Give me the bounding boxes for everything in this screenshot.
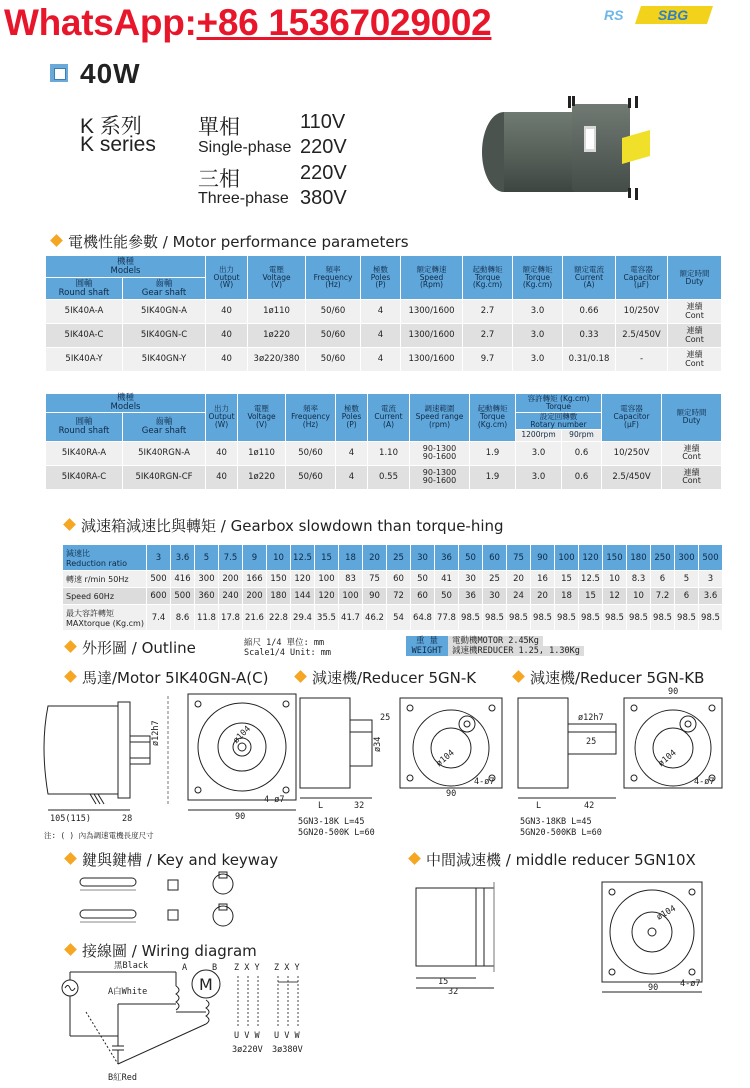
wire-a: A <box>182 963 188 973</box>
wiring-220v: 3ø220V <box>232 1045 263 1055</box>
ratio-row-value: 75 <box>507 545 531 571</box>
perf-cell: 5IK40RA-C <box>46 465 123 489</box>
torque-row-value: 29.4 <box>291 605 315 631</box>
perf-cell: 1300/1600 <box>401 348 463 372</box>
t1-h-freq: 頻率 Frequency (Hz) <box>306 256 361 300</box>
perf-cell: 40 <box>206 441 238 465</box>
dim-42-kb: 42 <box>584 801 595 811</box>
perf-cell: 連續 Cont <box>668 300 722 324</box>
whatsapp-number[interactable]: +86 15367029002 <box>196 2 492 43</box>
speed50-row-value: 60 <box>387 571 411 588</box>
perf-title: 電機性能參數 / Motor performance parameters <box>52 231 409 252</box>
torque-row-value: 35.5 <box>315 605 339 631</box>
single-phase-cn: 單相 <box>198 116 240 139</box>
t2-h-start-torque: 起動轉矩 Torque (Kg.cm) <box>470 394 516 442</box>
torque-row-value: 98.5 <box>483 605 507 631</box>
brand-logo-text: SBG <box>657 7 689 23</box>
perf-cell: 1.9 <box>470 465 516 489</box>
perf-cell: 1ø220 <box>238 465 286 489</box>
perf-row <box>46 324 722 348</box>
wiring-380v: 3ø380V <box>272 1045 303 1055</box>
torque-row-value: 54 <box>387 605 411 631</box>
dim-4-7-k: 4-ø7 <box>474 777 495 787</box>
perf-cell: 1ø110 <box>238 441 286 465</box>
dim-L-kb: L <box>536 801 542 811</box>
perf-row <box>46 465 722 489</box>
series-en: K series <box>80 133 156 156</box>
t2-h-rpm90: 90rpm <box>562 429 602 441</box>
reducer-k-drawing <box>292 684 512 814</box>
key-drawing <box>68 868 268 934</box>
speed60-row-value: 20 <box>531 588 555 605</box>
t1-h-speed: 額定轉速 Speed (Rpm) <box>401 256 463 300</box>
middle-reducer-title: 中間減速機 / middle reducer 5GN10X <box>410 849 696 870</box>
weight-motor: 電動機MOTOR 2.45Kg <box>448 636 543 646</box>
middle-reducer-drawing <box>408 874 728 998</box>
speed60-row-value: 24 <box>507 588 531 605</box>
single-voltage-2: 220V <box>300 136 347 158</box>
perf-row <box>46 348 722 372</box>
speed60-row-value: 18 <box>555 588 579 605</box>
ratio-row-value: 30 <box>411 545 435 571</box>
dim-90-motor: 90 <box>235 812 246 822</box>
brand-logo-icon <box>635 4 715 26</box>
scale-note-cn: 縮尺 1/4 單位: mm <box>244 638 325 648</box>
torque-row-value: 98.5 <box>579 605 603 631</box>
motor-note: 注: ( ) 內為調速電機長度尺寸 <box>44 831 154 840</box>
torque-row-value: 22.8 <box>267 605 291 631</box>
single-voltage-1: 110V <box>300 111 346 133</box>
torque-row-value: 98.5 <box>531 605 555 631</box>
speed50-row-value: 300 <box>195 571 219 588</box>
perf-cell: 5IK40RA-A <box>46 441 123 465</box>
perf-cell: 5IK40A-Y <box>46 348 123 372</box>
motor-outline-drawing <box>38 686 298 836</box>
t1-h-capacitor: 電容器 Capacitor (μF) <box>616 256 668 300</box>
speed50-row-value: 16 <box>531 571 555 588</box>
ratio-row-value: 20 <box>363 545 387 571</box>
motor-symbol: M <box>199 975 213 994</box>
speed50-row-value: 41 <box>435 571 459 588</box>
perf-cell: 3.0 <box>513 300 563 324</box>
motor-outline-title: 馬達/Motor 5IK40GN-A(C) <box>66 667 268 688</box>
t2-h-set-speed: 設定回轉數 Rotary number <box>516 412 602 429</box>
speed60-row-value: 7.2 <box>651 588 675 605</box>
dim-12-motor: ø12h7 <box>151 720 161 746</box>
torque-row-value: 98.5 <box>651 605 675 631</box>
perf-cell: 4 <box>361 348 401 372</box>
ratio-row <box>63 545 723 571</box>
perf-cell: 4 <box>336 441 368 465</box>
perf-cell: 90-1300 90-1600 <box>410 465 470 489</box>
speed50-row-value: 30 <box>459 571 483 588</box>
dim-25-kb: 25 <box>586 737 597 747</box>
perf-cell: 0.6 <box>562 441 602 465</box>
ratio-row-value: 60 <box>483 545 507 571</box>
speed60-row-value: 50 <box>435 588 459 605</box>
speed50-row <box>63 571 723 588</box>
speed50-row-value: 100 <box>315 571 339 588</box>
perf-cell: 3.0 <box>513 348 563 372</box>
perf-cell: 0.66 <box>563 300 616 324</box>
t2-h-poles: 極數 Poles (P) <box>336 394 368 442</box>
speed50-row-value: 12.5 <box>579 571 603 588</box>
perf-cell: 40 <box>206 465 238 489</box>
t1-h-rated-torque: 額定轉矩 Torque (Kg.cm) <box>513 256 563 300</box>
ratio-row-value: 3 <box>147 545 171 571</box>
reducer-kb-title: 減速機/Reducer 5GN-KB <box>514 667 704 688</box>
dim-37-mid: 32 <box>448 987 459 997</box>
t2-h-allow-torque: 容許轉矩 (Kg.cm) Torque <box>516 394 602 413</box>
diamond-bullet-icon <box>64 943 77 956</box>
perf-cell: 5IK40GN-A <box>123 300 206 324</box>
speed60-row-value: 3.6 <box>699 588 723 605</box>
torque-row-value: 98.5 <box>555 605 579 631</box>
perf-cell: 2.7 <box>463 324 513 348</box>
wire-white: A白White <box>108 987 148 997</box>
speed50-row-value: 75 <box>363 571 387 588</box>
speed50-row-value: 83 <box>339 571 363 588</box>
wire-black: 黑Black <box>114 961 149 971</box>
perf-cell: 3.0 <box>516 465 562 489</box>
wiring-title: 接線圖 / Wiring diagram <box>66 940 257 961</box>
whatsapp-label: WhatsApp: <box>4 2 197 43</box>
perf-cell: 9.7 <box>463 348 513 372</box>
dim-90-mid: 90 <box>648 983 659 993</box>
t2-h-duty: 額定時間 Duty <box>662 394 722 442</box>
dim-90-k: 90 <box>446 789 457 799</box>
dim-104-kb: ø104 <box>656 748 679 769</box>
t2-h-round: 圓軸 Round shaft <box>46 412 123 441</box>
perf-cell: 0.31/0.18 <box>563 348 616 372</box>
speed60-row-value: 500 <box>171 588 195 605</box>
speed60-row-value: 120 <box>315 588 339 605</box>
single-phase-en: Single-phase <box>198 139 292 156</box>
perf-cell: 連續 Cont <box>668 324 722 348</box>
speed50-row-value: 200 <box>219 571 243 588</box>
torque-row-value: 98.5 <box>459 605 483 631</box>
torque-row-value: 98.5 <box>699 605 723 631</box>
torque-row-value: 21.6 <box>243 605 267 631</box>
perf-row <box>46 441 722 465</box>
dim-34-k: ø34 <box>373 736 383 752</box>
speed50-row-value: 15 <box>555 571 579 588</box>
dim-105: 105(115) <box>50 814 91 824</box>
speed60-row-value: 90 <box>363 588 387 605</box>
perf-cell: 1.9 <box>470 441 516 465</box>
ratio-row-value: 18 <box>339 545 363 571</box>
perf-cell: 90-1300 90-1600 <box>410 441 470 465</box>
perf-cell: 2.5/450V <box>616 324 668 348</box>
perf-cell: 2.7 <box>463 300 513 324</box>
dim-12-kb: ø12h7 <box>578 713 604 723</box>
perf-cell: 1300/1600 <box>401 300 463 324</box>
perf-cell: 3.0 <box>516 441 562 465</box>
outline-title: 外形圖 / Outline <box>66 637 196 658</box>
ratio-row-label: 減速比 Reduction ratio <box>63 545 147 571</box>
t1-h-duty: 額定時間 Duty <box>668 256 722 300</box>
dim-32-k: 32 <box>354 801 365 811</box>
perf-cell: 5IK40A-C <box>46 324 123 348</box>
speed60-row-label: Speed 60Hz <box>63 588 147 605</box>
torque-row-value: 64.8 <box>411 605 435 631</box>
speed50-row-value: 3 <box>699 571 723 588</box>
speed60-row-value: 600 <box>147 588 171 605</box>
diamond-bullet-icon <box>63 518 76 531</box>
perf-cell: 10/250V <box>616 300 668 324</box>
perf-cell: 5IK40RGN-CF <box>123 465 206 489</box>
speed60-row-value: 240 <box>219 588 243 605</box>
dim-25-k: 25 <box>380 713 391 723</box>
weight-label-en: WEIGHT <box>406 646 448 656</box>
key-title: 鍵與鍵槽 / Key and keyway <box>66 849 278 870</box>
t1-h-current: 額定電流 Current (A) <box>563 256 616 300</box>
weight-label-cn: 重 量 <box>406 636 448 646</box>
speed60-row-value: 144 <box>291 588 315 605</box>
speed60-row-value: 12 <box>603 588 627 605</box>
speed50-row-value: 5 <box>675 571 699 588</box>
ratio-row-value: 120 <box>579 545 603 571</box>
perf-cell: 5IK40GN-Y <box>123 348 206 372</box>
ratio-row-value: 300 <box>675 545 699 571</box>
speed60-row-value: 100 <box>339 588 363 605</box>
terminals-zxy-1: Z X Y <box>234 963 260 973</box>
wire-b: B <box>212 963 218 973</box>
diamond-bullet-icon <box>408 852 421 865</box>
perf-cell: 5IK40GN-C <box>123 324 206 348</box>
speed50-row-value: 6 <box>651 571 675 588</box>
t1-h-start-torque: 起動轉矩 Torque (Kg.cm) <box>463 256 513 300</box>
perf-cell: 4 <box>336 465 368 489</box>
t1-h-round: 圓軸 Round shaft <box>46 278 123 300</box>
perf-cell: 4 <box>361 324 401 348</box>
torque-row-value: 11.8 <box>195 605 219 631</box>
terminals-uvw-1: U V W <box>234 1031 260 1041</box>
torque-row-value: 41.7 <box>339 605 363 631</box>
whatsapp-banner[interactable] <box>4 2 491 44</box>
perf-cell: 連續 Cont <box>662 441 722 465</box>
torque-row <box>63 605 723 631</box>
dim-104-mid: ø104 <box>655 903 678 923</box>
square-bullet-icon <box>50 64 68 82</box>
dim-104: ø104 <box>231 724 253 746</box>
perf-cell: 50/60 <box>286 441 336 465</box>
ratio-row-value: 9 <box>243 545 267 571</box>
speed60-row-value: 15 <box>579 588 603 605</box>
ratio-row-value: 7.5 <box>219 545 243 571</box>
brand-fragment: RS <box>604 7 624 23</box>
ratio-row-value: 150 <box>603 545 627 571</box>
t2-h-gear: 齒軸 Gear shaft <box>123 412 206 441</box>
speed60-row-value: 10 <box>627 588 651 605</box>
perf-cell: 4 <box>361 300 401 324</box>
speed50-row-value: 150 <box>267 571 291 588</box>
perf-cell: 連續 Cont <box>668 348 722 372</box>
ratio-row-value: 500 <box>699 545 723 571</box>
perf-cell: 40 <box>206 348 248 372</box>
three-phase-en: Three-phase <box>198 190 289 207</box>
ratio-row-value: 15 <box>315 545 339 571</box>
perf-cell: 連續 Cont <box>662 465 722 489</box>
perf-cell: 50/60 <box>306 348 361 372</box>
torque-row-value: 77.8 <box>435 605 459 631</box>
gearbox-table <box>62 544 723 631</box>
perf-cell: 50/60 <box>306 324 361 348</box>
speed50-row-value: 10 <box>603 571 627 588</box>
speed60-row-value: 6 <box>675 588 699 605</box>
reducer-k-note-1: 5GN3-18K L=45 <box>298 817 365 827</box>
ratio-row-value: 3.6 <box>171 545 195 571</box>
perf-cell: 1300/1600 <box>401 324 463 348</box>
ratio-row-value: 100 <box>555 545 579 571</box>
speed50-row-value: 416 <box>171 571 195 588</box>
diamond-bullet-icon <box>64 670 77 683</box>
perf-cell: 0.55 <box>368 465 410 489</box>
speed50-row-value: 120 <box>291 571 315 588</box>
dim-90-kb: 90 <box>668 687 679 697</box>
perf-cell: 50/60 <box>286 465 336 489</box>
dim-28: 28 <box>122 814 133 824</box>
dim-4-7-kb: 4-ø7 <box>694 777 715 787</box>
speed50-row-value: 8.3 <box>627 571 651 588</box>
perf-cell: 40 <box>206 300 248 324</box>
speed60-row-value: 360 <box>195 588 219 605</box>
torque-row-value: 17.8 <box>219 605 243 631</box>
reducer-kb-note-2: 5GN20-500KB L=60 <box>520 828 602 838</box>
t2-h-output: 出力 Output (W) <box>206 394 238 442</box>
t1-h-poles: 極數 Poles (P) <box>361 256 401 300</box>
t1-h-model: 機種 Models <box>46 256 206 278</box>
perf-cell: - <box>616 348 668 372</box>
terminals-zxy-2: Z X Y <box>274 963 300 973</box>
torque-row-value: 46.2 <box>363 605 387 631</box>
speed60-row-value: 72 <box>387 588 411 605</box>
ratio-row-value: 10 <box>267 545 291 571</box>
perf-cell: 1ø220 <box>248 324 306 348</box>
speed50-row-value: 20 <box>507 571 531 588</box>
three-voltage-1: 220V <box>300 162 347 184</box>
speed50-row-value: 166 <box>243 571 267 588</box>
perf-row <box>46 300 722 324</box>
reducer-kb-drawing <box>514 684 730 814</box>
speed60-row-value: 36 <box>459 588 483 605</box>
ratio-row-value: 36 <box>435 545 459 571</box>
ratio-row-value: 5 <box>195 545 219 571</box>
torque-row-value: 98.5 <box>675 605 699 631</box>
t2-h-voltage: 電壓 Voltage (V) <box>238 394 286 442</box>
three-voltage-2: 380V <box>300 187 347 209</box>
t2-h-capacitor: 電容器 Capacitor (μF) <box>602 394 662 442</box>
speed50-row-value: 500 <box>147 571 171 588</box>
torque-row-value: 8.6 <box>171 605 195 631</box>
torque-row-value: 98.5 <box>627 605 651 631</box>
perf-cell: 1.10 <box>368 441 410 465</box>
speed60-row <box>63 588 723 605</box>
perf-cell: 0.6 <box>562 465 602 489</box>
torque-row-value: 7.4 <box>147 605 171 631</box>
ratio-row-value: 25 <box>387 545 411 571</box>
speed60-row-value: 30 <box>483 588 507 605</box>
ratio-row-value: 12.5 <box>291 545 315 571</box>
reducer-kb-note-1: 5GN3-18KB L=45 <box>520 817 592 827</box>
perf-cell: 5IK40A-A <box>46 300 123 324</box>
diamond-bullet-icon <box>294 670 307 683</box>
torque-row-label: 最大容許轉矩 MAXtorque (Kg.cm) <box>63 605 147 631</box>
speed60-row-value: 200 <box>243 588 267 605</box>
wire-red: B紅Red <box>108 1073 137 1083</box>
perf-cell: 2.5/450V <box>602 465 662 489</box>
ratio-row-value: 90 <box>531 545 555 571</box>
perf-cell: 5IK40RGN-A <box>123 441 206 465</box>
dim-L-k: L <box>318 801 324 811</box>
torque-row-value: 98.5 <box>603 605 627 631</box>
dim-15-mid: 15 <box>438 977 449 987</box>
perf-cell: 40 <box>206 324 248 348</box>
scale-note-en: Scale1/4 Unit: mm <box>244 648 331 658</box>
t1-h-output: 出力 Output (W) <box>206 256 248 300</box>
perf-table-1 <box>45 255 722 372</box>
dim-4-7-mid: 4-ø7 <box>680 979 701 989</box>
perf-cell: 0.33 <box>563 324 616 348</box>
weight-table <box>406 636 584 656</box>
t2-h-current: 電流 Current (A) <box>368 394 410 442</box>
ratio-row-value: 50 <box>459 545 483 571</box>
series-cn: K 系列 <box>80 115 142 138</box>
diamond-bullet-icon <box>64 640 77 653</box>
dim-4-7-motor: 4-ø7 <box>264 795 285 805</box>
speed50-row-label: 轉速 r/min 50Hz <box>63 571 147 588</box>
motor-photo <box>472 96 652 208</box>
reducer-k-note-2: 5GN20-500K L=60 <box>298 828 375 838</box>
weight-reducer: 減速機REDUCER 1.25, 1.30Kg <box>448 646 584 656</box>
perf-cell: 3.0 <box>513 324 563 348</box>
power-rating: 40W <box>80 58 141 89</box>
speed50-row-value: 25 <box>483 571 507 588</box>
ratio-row-value: 250 <box>651 545 675 571</box>
wiring-drawing <box>56 956 326 1088</box>
speed60-row-value: 60 <box>411 588 435 605</box>
gearbox-title: 減速箱減速比與轉矩 / Gearbox slowdown than torque-hing <box>65 515 504 536</box>
diamond-bullet-icon <box>50 234 63 247</box>
diamond-bullet-icon <box>64 852 77 865</box>
torque-row-value: 98.5 <box>507 605 531 631</box>
perf-cell: 1ø110 <box>248 300 306 324</box>
perf-table-2 <box>45 393 722 490</box>
t2-h-freq: 頻率 Frequency (Hz) <box>286 394 336 442</box>
speed60-row-value: 180 <box>267 588 291 605</box>
terminals-uvw-2: U V W <box>274 1031 300 1041</box>
perf-cell: 3ø220/380 <box>248 348 306 372</box>
diamond-bullet-icon <box>512 670 525 683</box>
perf-cell: 10/250V <box>602 441 662 465</box>
t1-h-voltage: 電壓 Voltage (V) <box>248 256 306 300</box>
t2-h-rpm1200: 1200rpm <box>516 429 562 441</box>
reducer-k-title: 減速機/Reducer 5GN-K <box>296 667 476 688</box>
speed50-row-value: 50 <box>411 571 435 588</box>
t1-h-gear: 齒軸 Gear shaft <box>123 278 206 300</box>
dim-104-k: ø104 <box>434 748 457 769</box>
t2-h-speed-range: 調速範圍 Speed range (rpm) <box>410 394 470 442</box>
perf-cell: 50/60 <box>306 300 361 324</box>
three-phase-cn: 三相 <box>198 168 240 191</box>
t2-h-model: 機種 Models <box>46 394 206 413</box>
ratio-row-value: 180 <box>627 545 651 571</box>
